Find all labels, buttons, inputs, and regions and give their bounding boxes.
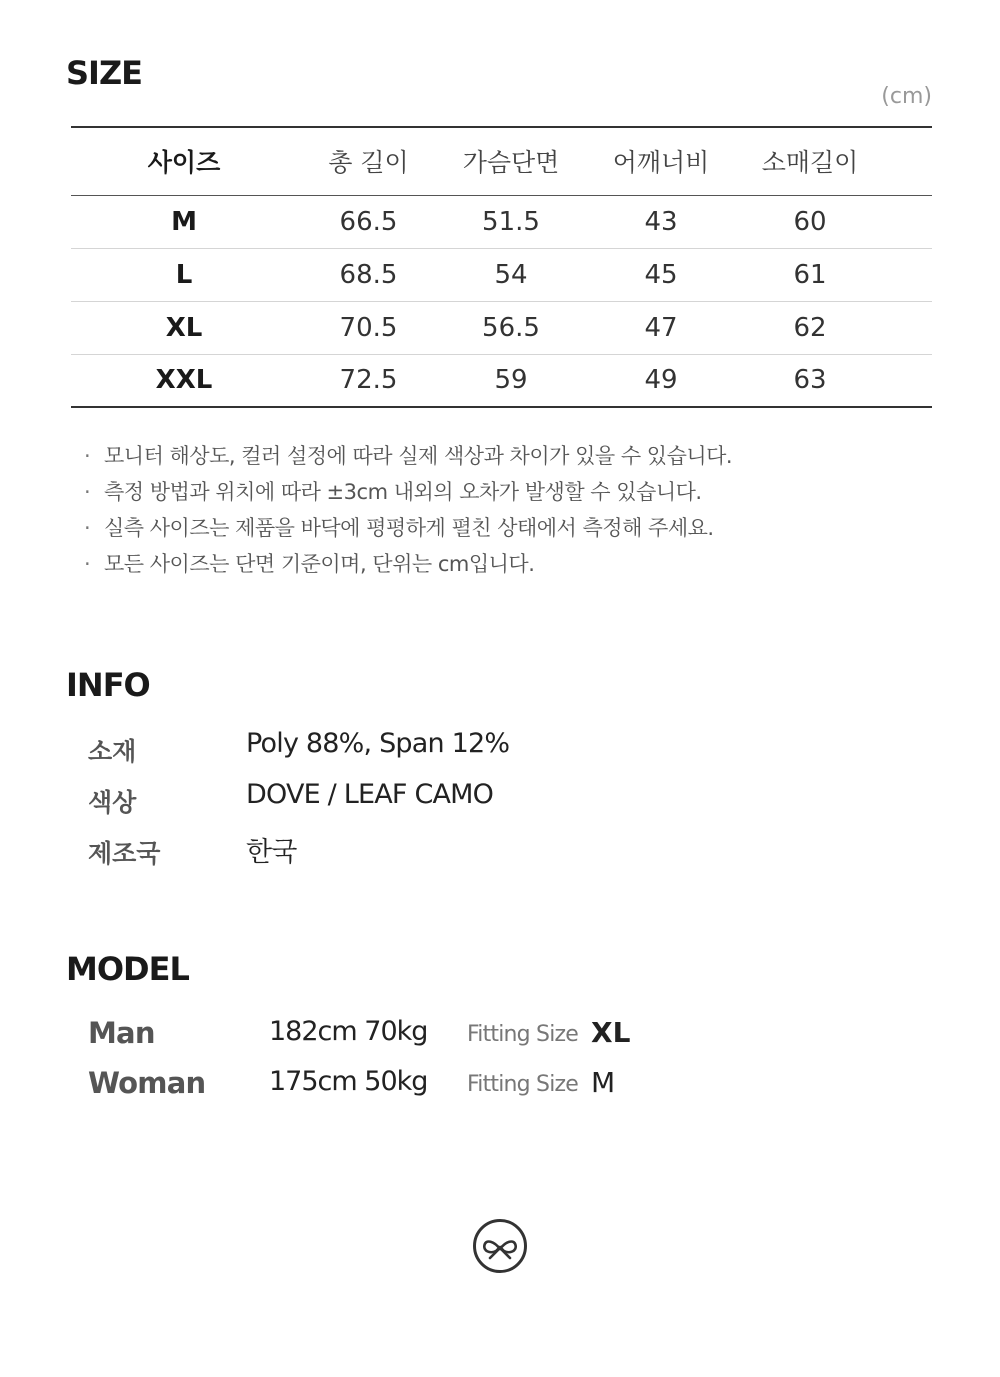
info-value: 한국 — [246, 837, 297, 868]
sleeve-cell: 60 — [740, 195, 880, 248]
size-table — [71, 126, 932, 408]
table-row — [71, 301, 932, 354]
size-cell: M — [71, 195, 297, 248]
header-chest: 가슴단면 — [440, 127, 582, 195]
shoulder-cell: 43 — [582, 195, 740, 248]
model-section-title: MODEL — [66, 950, 189, 988]
total-length-cell: 70.5 — [297, 301, 440, 354]
fitting-size-label: Fitting Size — [467, 1072, 578, 1097]
fitting-size-label: Fitting Size — [467, 1022, 578, 1047]
header-spacer — [880, 127, 932, 195]
header-size: 사이즈 — [71, 127, 297, 195]
size-table-header-row — [71, 127, 932, 195]
chest-cell: 56.5 — [440, 301, 582, 354]
table-row — [71, 248, 932, 301]
sleeve-cell: 61 — [740, 248, 880, 301]
list-item — [84, 474, 732, 510]
info-section-title: INFO — [66, 666, 150, 704]
info-value: DOVE / LEAF CAMO — [246, 779, 494, 810]
total-length-cell: 66.5 — [297, 195, 440, 248]
model-name: Woman — [88, 1066, 206, 1100]
model-spec: 175cm 50kg — [269, 1066, 428, 1097]
note-text: 모니터 해상도, 컬러 설정에 따라 실제 색상과 차이가 있을 수 있습니다. — [104, 444, 733, 468]
note-text: 측정 방법과 위치에 따라 ±3cm 내외의 오차가 발생할 수 있습니다. — [104, 480, 702, 504]
chest-cell: 59 — [440, 354, 582, 407]
list-item — [84, 546, 732, 582]
note-text: 모든 사이즈는 단면 기준이며, 단위는 cm입니다. — [104, 552, 535, 576]
header-sleeve: 소매길이 — [740, 127, 880, 195]
total-length-cell: 72.5 — [297, 354, 440, 407]
size-cell: XL — [71, 301, 297, 354]
shoulder-cell: 49 — [582, 354, 740, 407]
bullet: · — [84, 552, 91, 576]
brand-logo-icon — [472, 1218, 528, 1274]
info-label: 제조국 — [88, 839, 161, 868]
fitting-size-value: XL — [591, 1016, 631, 1049]
header-shoulder: 어깨너비 — [582, 127, 740, 195]
spacer-cell — [880, 354, 932, 407]
note-text: 실측 사이즈는 제품을 바닥에 평평하게 펼친 상태에서 측정해 주세요. — [104, 516, 714, 540]
chest-cell: 54 — [440, 248, 582, 301]
model-spec: 182cm 70kg — [269, 1016, 428, 1047]
sleeve-cell: 63 — [740, 354, 880, 407]
size-section-title: SIZE — [66, 54, 143, 92]
list-item — [84, 510, 732, 546]
bullet: · — [84, 444, 91, 468]
unit-label: (cm) — [881, 84, 932, 109]
spacer-cell — [880, 301, 932, 354]
bullet: · — [84, 480, 91, 504]
bullet: · — [84, 516, 91, 540]
info-label: 색상 — [88, 788, 137, 817]
table-row — [71, 195, 932, 248]
table-row — [71, 354, 932, 407]
header-total-length: 총 길이 — [297, 127, 440, 195]
sleeve-cell: 62 — [740, 301, 880, 354]
size-cell: XXL — [71, 354, 297, 407]
total-length-cell: 68.5 — [297, 248, 440, 301]
chest-cell: 51.5 — [440, 195, 582, 248]
fitting-size-value: M — [591, 1066, 616, 1099]
shoulder-cell: 45 — [582, 248, 740, 301]
model-name: Man — [88, 1016, 155, 1050]
size-cell: L — [71, 248, 297, 301]
shoulder-cell: 47 — [582, 301, 740, 354]
spacer-cell — [880, 195, 932, 248]
info-label: 소재 — [88, 737, 137, 766]
info-value: Poly 88%, Span 12% — [246, 728, 510, 759]
size-notes-list — [84, 438, 732, 582]
list-item — [84, 438, 732, 474]
spacer-cell — [880, 248, 932, 301]
